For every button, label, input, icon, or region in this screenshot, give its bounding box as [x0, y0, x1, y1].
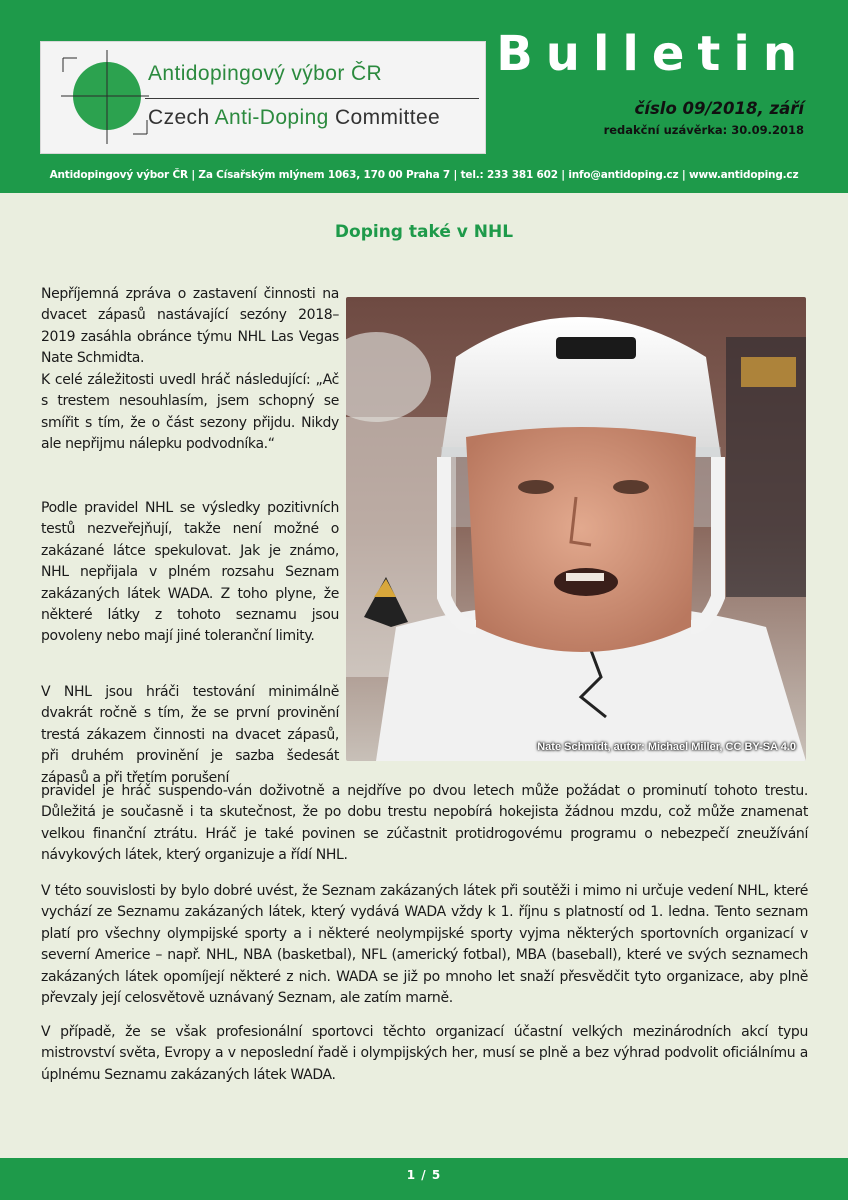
organization-name-english — [148, 106, 440, 130]
bulletin-title: Bulletin — [496, 26, 810, 82]
article-paragraph-5: V této souvislosti by bylo dobré uvést, že Seznam zakázaných látek při soutěži i mimo ni určuje vedení NHL, které vychází ze Seznamu zakázaných látek, který vydává WADA vždy k 1. říjnu s platností od 1. ledna. Tento seznam platí pro všechny olympijské sporty a i některé neolympijské sporty vyjma některých sportovních organizací v severní Americe – např. NHL, NBA (basketbal), NFL (americký fotbal), MBA (baseball), které ve svých seznamech zakázaných látek opomíjejí některé z nich. WADA se již po mnoho let snaží přesvědčit tyto organizace, aby plně převzaly její celosvětově uznávaný Seznam, ale zatím marně. — [41, 883, 808, 1007]
article-paragraph-4-continued: pravidel je hráč suspendo-ván doživotně a nejdříve po dvou letech může požádat o prominutí tohoto trestu. Důležitá je současně i ta skutečnost, že po dobu trestu nepobírá hokejista žádnou mzdu, což může znamenat velkou finanční ztrátu. Hráč je také povinen se zúčastnit protidrogovému programu o nebezpečí zneužívání návykových látek, který organizuje a řídí NHL. — [41, 783, 808, 864]
article-paragraph-4: V NHL jsou hráči testování minimálně dvakrát ročně s tím, že se první provinění trestá zákazem činnosti na dvacet zápasů, při druhém provinění je sazba šedesát zápasů a při třetím porušení — [41, 684, 339, 786]
article-headline: Doping také v NHL — [334, 222, 514, 242]
article-photo — [346, 297, 806, 761]
issue-number: číslo 09/2018, září — [634, 99, 804, 118]
organization-logo — [40, 41, 486, 154]
editorial-deadline: redakční uzávěrka: 30.09.2018 — [603, 123, 804, 137]
organization-name-english-prefix: Czech — [148, 106, 215, 129]
article-paragraph-2: K celé záležitosti uvedl hráč následující: „Ač s trestem nesouhlasím, jsem schopný se smířit s tím, že o část sezony přijdu. Nikdy ale nepřijmu nálepku podvodníka.“ — [41, 372, 339, 453]
organization-name-english-suffix: Committee — [328, 106, 441, 129]
article-paragraph-3: Podle pravidel NHL se výsledky pozitivních testů nezveřejňují, takže není možné o zakázané látce spekulovat. Jak je známo, NHL nepřijala v plném rozsahu Seznam zakázaných látek WADA. Z toho plyne, že některé látky z tohoto seznamu jsou povoleny nebo mají jiné toleranční limity. — [41, 500, 339, 645]
organization-name-czech: Antidopingový výbor ČR — [148, 62, 383, 85]
article-paragraph-6: V případě, že se však profesionální sportovci těchto organizací účastní velkých mezinárodních akcí typu mistrovství světa, Evropy a v neposlední řadě i olympijských her, musí se plně a bez výhrad podvolit oficiálnímu a úplnému Seznamu zakázaných látek WADA. — [41, 1024, 808, 1083]
photo-caption: Nate Schmidt, autor: Michael Miller, CC BY-SA 4.0 — [537, 741, 796, 753]
logo-divider — [145, 98, 479, 99]
organization-name-english-accent: Anti-Doping — [214, 106, 329, 129]
contact-line: Antidopingový výbor ČR | Za Císařským mlýnem 1063, 170 00 Praha 7 | tel.: 233 381 602 | info@antidoping.cz | www.antidoping.cz — [49, 169, 799, 181]
crosshair-logo-icon — [49, 46, 153, 150]
header-band — [0, 0, 848, 193]
hockey-player-photo — [346, 297, 806, 761]
footer-band — [0, 1158, 848, 1200]
page-number: 1 / 5 — [406, 1168, 442, 1182]
article-paragraph-1: Nepříjemná zpráva o zastavení činnosti na dvacet zápasů nastávající sezóny 2018–2019 zasáhla obránce týmu NHL Las Vegas Nate Schmidta. — [41, 286, 339, 367]
